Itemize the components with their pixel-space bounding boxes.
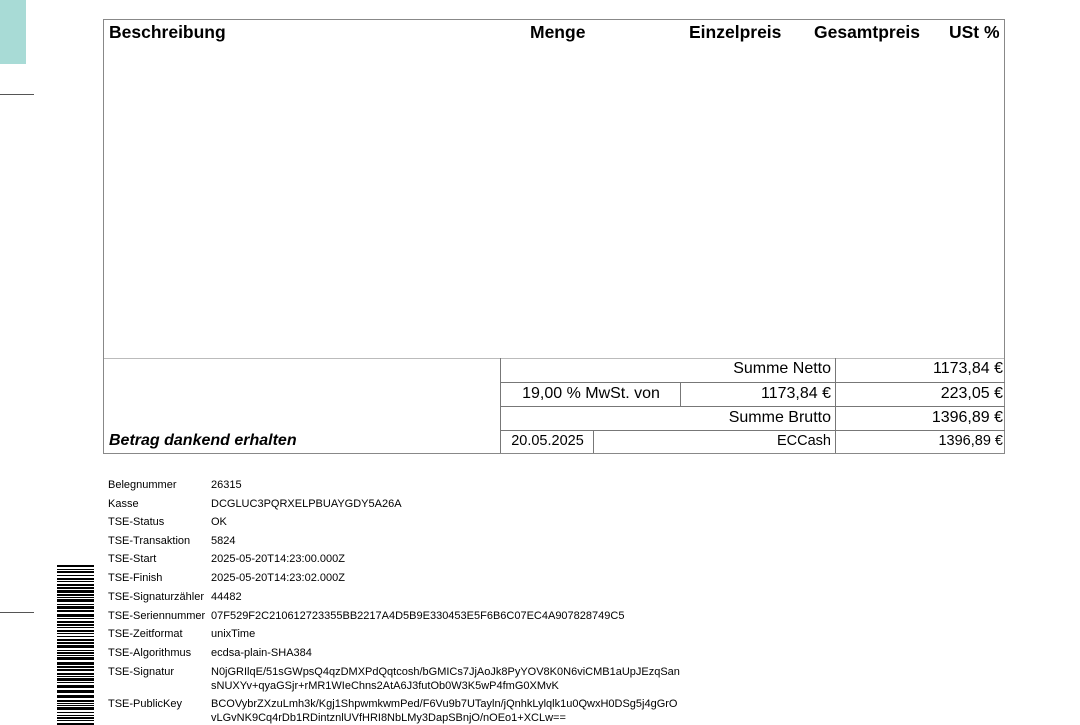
receipt-label: TSE-Start	[108, 553, 157, 565]
vat-base: 1173,84 €	[680, 382, 836, 406]
header-vat: USt %	[949, 22, 1000, 42]
qr-code-image	[57, 565, 94, 725]
receipt-value: 5824	[211, 535, 236, 547]
receipt-label: TSE-Algorithmus	[108, 647, 192, 659]
receipt-value: ecdsa-plain-SHA384	[211, 647, 312, 659]
receipt-value-continued: vLGvNK9Cq4rDb1RDintznlUVfHRI8NbLMy3DapSBnjO/nOEo1+XCLw==	[211, 712, 566, 724]
receipt-label: TSE-Transaktion	[108, 535, 191, 547]
net-label: Summe Netto	[500, 358, 836, 382]
receipt-label: TSE-Finish	[108, 572, 163, 584]
receipt-value: 2025-05-20T14:23:02.000Z	[211, 572, 345, 584]
payment-date: 20.05.2025	[500, 430, 594, 453]
fold-mark-top	[0, 94, 34, 95]
receipt-value: unixTime	[211, 628, 256, 640]
teal-corner-marker	[0, 0, 26, 64]
gross-value: 1396,89 €	[835, 406, 1005, 430]
header-description: Beschreibung	[109, 22, 226, 42]
receipt-label: Kasse	[108, 498, 139, 510]
header-unit-price: Einzelpreis	[689, 22, 782, 42]
receipt-value: BCOVybrZXzuLmh3k/Kgj1ShpwmkwmPed/F6Vu9b7UTayln/jQnhkLylqlk1u0QwxH0DSg5j4gGrO	[211, 698, 678, 710]
receipt-value: DCGLUC3PQRXELPBUAYGDY5A26A	[211, 498, 402, 510]
receipt-value: N0jGRIlqE/51sGWpsQ4qzDMXPdQqtcosh/bGMICs7JjAoJk8PyYOV8K0N6viCMB1aUpJEzqSan	[211, 666, 680, 678]
receipt-label: Belegnummer	[108, 479, 177, 491]
receipt-label: TSE-PublicKey	[108, 698, 182, 710]
receipt-label: TSE-Status	[108, 516, 165, 528]
fold-mark-bottom	[0, 612, 34, 613]
receipt-label: TSE-Seriennummer	[108, 610, 206, 622]
receipt-value-continued: sNUXYv+qyaGSjr+rMR1WIeChns2AtA6J3futOb0W3K5wP4fmG0XMvK	[211, 680, 559, 692]
vat-value: 223,05 €	[835, 382, 1005, 406]
receipt-value: 2025-05-20T14:23:00.000Z	[211, 553, 345, 565]
invoice-table	[103, 19, 1005, 454]
receipt-label: TSE-Signaturzähler	[108, 591, 204, 603]
header-quantity: Menge	[530, 22, 586, 42]
thanks-note: Betrag dankend erhalten	[109, 432, 297, 449]
receipt-label: TSE-Zeitformat	[108, 628, 183, 640]
receipt-value: 44482	[211, 591, 242, 603]
receipt-value: OK	[211, 516, 227, 528]
receipt-value: 07F529F2C210612723355BB2217A4D5B9E330453E5F6B6C07EC4A907828749C5	[211, 610, 625, 622]
gross-label: Summe Brutto	[500, 406, 836, 430]
net-value: 1173,84 €	[835, 358, 1005, 382]
header-total-price: Gesamtpreis	[814, 22, 921, 42]
payment-method: ECCash	[593, 430, 836, 453]
receipt-value: 26315	[211, 479, 242, 491]
receipt-label: TSE-Signatur	[108, 666, 175, 678]
vat-rate-label: 19,00 % MwSt. von	[500, 382, 681, 406]
payment-amount: 1396,89 €	[835, 430, 1005, 453]
